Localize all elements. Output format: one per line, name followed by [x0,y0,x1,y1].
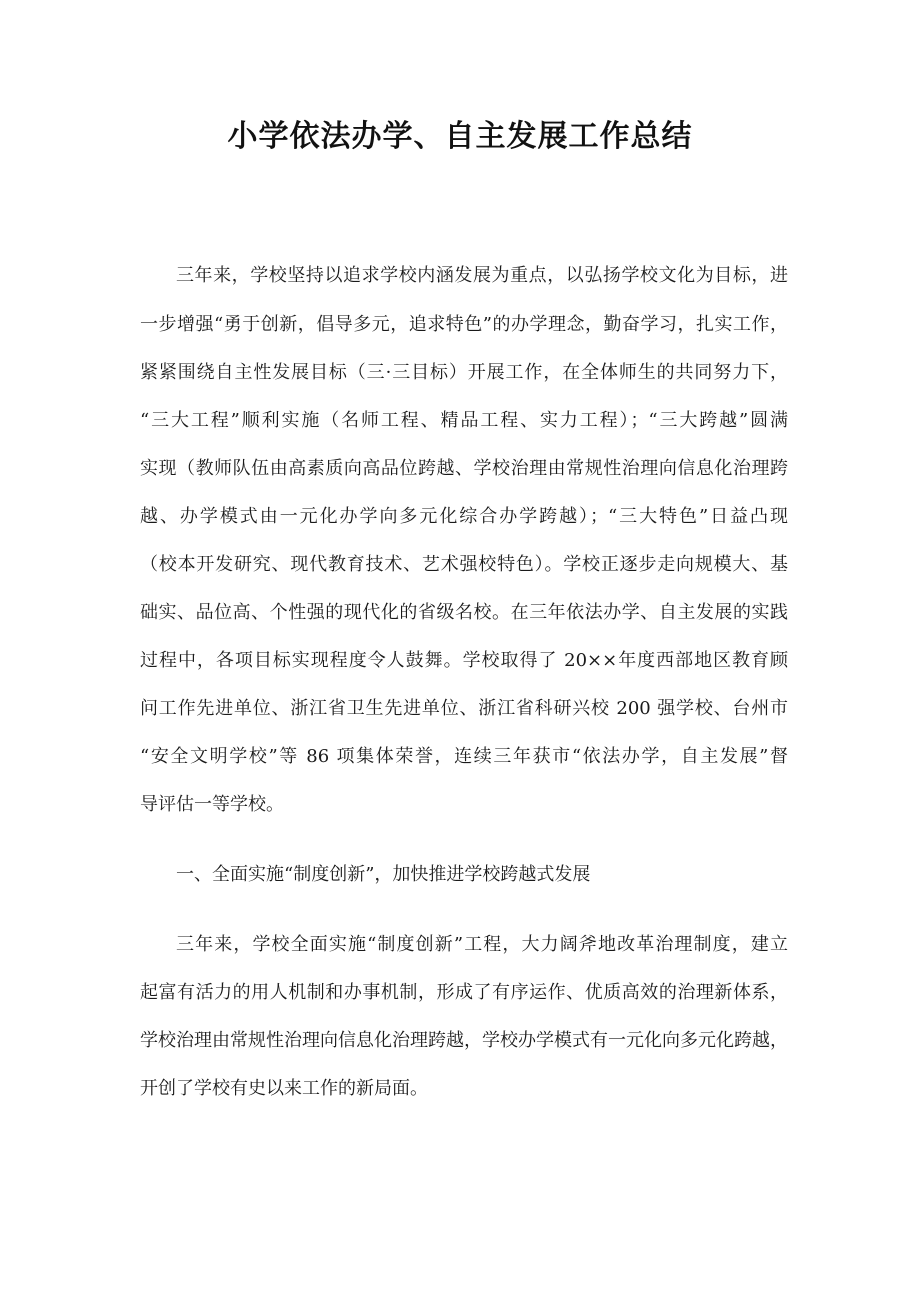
text-line: 导评估一等学校。 [140,794,284,815]
text-line: 学校治理由常规性治理向信息化治理跨越，学校办学模式有一元化向多元化跨越， [140,1030,788,1051]
text-line: 三年来，学校全面实施“制度创新”工程，大力阔斧地改革治理制度，建立 [176,934,788,955]
text-line: 紧紧围绕自主性发展目标（三·三目标）开展工作，在全体师生的共同努力下， [140,362,788,383]
text-line: 一步增强“勇于创新，倡导多元，追求特色”的办学理念，勤奋学习，扎实工作， [140,314,788,335]
text-line: （校本开发研究、现代教育技术、艺术强校特色）。学校正逐步走向规模大、基 [140,554,788,575]
text-line: 过程中，各项目标实现程度令人鼓舞。学校取得了 20××年度西部地区教育顾 [140,650,788,671]
text-line: “安全文明学校”等 86 项集体荣誉，连续三年获市“依法办学，自主发展”督 [140,746,788,767]
text-line: 开创了学校有史以来工作的新局面。 [140,1078,428,1099]
text-line: 三年来，学校坚持以追求学校内涵发展为重点，以弘扬学校文化为目标，进 [176,265,788,286]
section-heading: 一、全面实施“制度创新”，加快推进学校跨越式发展 [176,864,591,885]
text-line: “三大工程”顺利实施（名师工程、精品工程、实力工程）；“三大跨越”圆满 [140,410,788,431]
text-line: 实现（教师队伍由高素质向高品位跨越、学校治理由常规性治理向信息化治理跨 [140,458,788,479]
document-title: 小学依法办学、自主发展工作总结 [227,119,693,154]
text-line: 起富有活力的用人机制和办事机制，形成了有序运作、优质高效的治理新体系， [140,982,788,1003]
text-line: 越、办学模式由一元化办学向多元化综合办学跨越）；“三大特色”日益凸现 [140,506,788,527]
text-line: 问工作先进单位、浙江省卫生先进单位、浙江省科研兴校 200 强学校、台州市 [140,698,788,719]
text-line: 础实、品位高、个性强的现代化的省级名校。在三年依法办学、自主发展的实践 [140,602,788,623]
